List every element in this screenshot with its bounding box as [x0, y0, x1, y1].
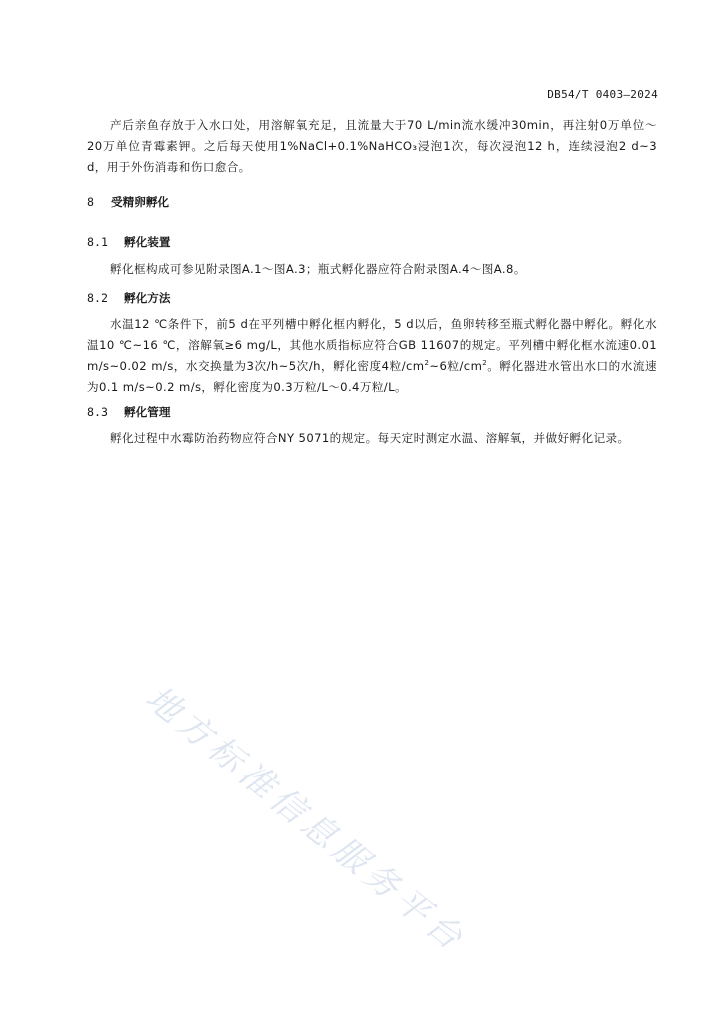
section-8-2-heading — [87, 290, 170, 306]
watermark: 地方标准信息服务平台 — [137, 678, 474, 962]
section-8-title: 受精卵孵化 — [111, 195, 170, 209]
document-code: DB54/T 0403—2024 — [547, 88, 658, 101]
section-8-3-heading — [87, 404, 170, 420]
section-8-1-number: 8.1 — [87, 235, 108, 249]
section-8-1-paragraph: 孵化框构成可参见附录图A.1～图A.3；瓶式孵化器应符合附录图A.4～图A.8。 — [110, 262, 526, 276]
section-8-3-paragraph: 孵化过程中水霉防治药物应符合NY 5071的规定。每天定时测定水温、溶解氧，并做好孵化记录。 — [110, 431, 630, 445]
section-8-2-text-b: ~6粒/cm — [429, 359, 483, 373]
unit-superscript-2: 2 — [482, 359, 488, 368]
section-8-heading — [87, 194, 169, 210]
section-8-2-text-a: 水温12 ℃条件下，前5 d在平列槽中孵化框内孵化，5 d以后，鱼卵转移至瓶式孵化器中孵化。孵化水温10 ℃~16 ℃，溶解氧≥6 mg/L，其他水质指标应符合GB 11607的规定。平列槽中孵化框水流速0.01 m/s~0.02 m/s，水交换量为3次/h~5次/h，孵化密度4粒/cm — [87, 317, 657, 373]
section-8-number: 8 — [87, 195, 94, 209]
section-8-2-text-c: 。孵化器进水管出水口的水流速为0.1 m/s~0.2 m/s，孵化密度为0.3万粒/L～0.4万粒/L。 — [87, 359, 657, 394]
section-8-1-title: 孵化装置 — [124, 235, 171, 249]
section-8-2-title: 孵化方法 — [124, 291, 171, 305]
section-8-2-paragraph — [87, 314, 657, 398]
section-8-2-number: 8.2 — [87, 291, 108, 305]
section-8-3-title: 孵化管理 — [124, 405, 171, 419]
unit-superscript-1: 2 — [424, 359, 430, 368]
section-8-3-number: 8.3 — [87, 405, 108, 419]
section-8-1-heading — [87, 234, 170, 250]
intro-paragraph: 产后亲鱼存放于入水口处，用溶解氧充足，且流量大于70 L/min流水缓冲30min，再注射0万单位～20万单位青霉素钾。之后每天使用1%NaCl+0.1%NaHCO₃浸泡1次，每次浸泡12 h，连续浸泡2 d~3 d，用于外伤消毒和伤口愈合。 — [87, 118, 657, 174]
